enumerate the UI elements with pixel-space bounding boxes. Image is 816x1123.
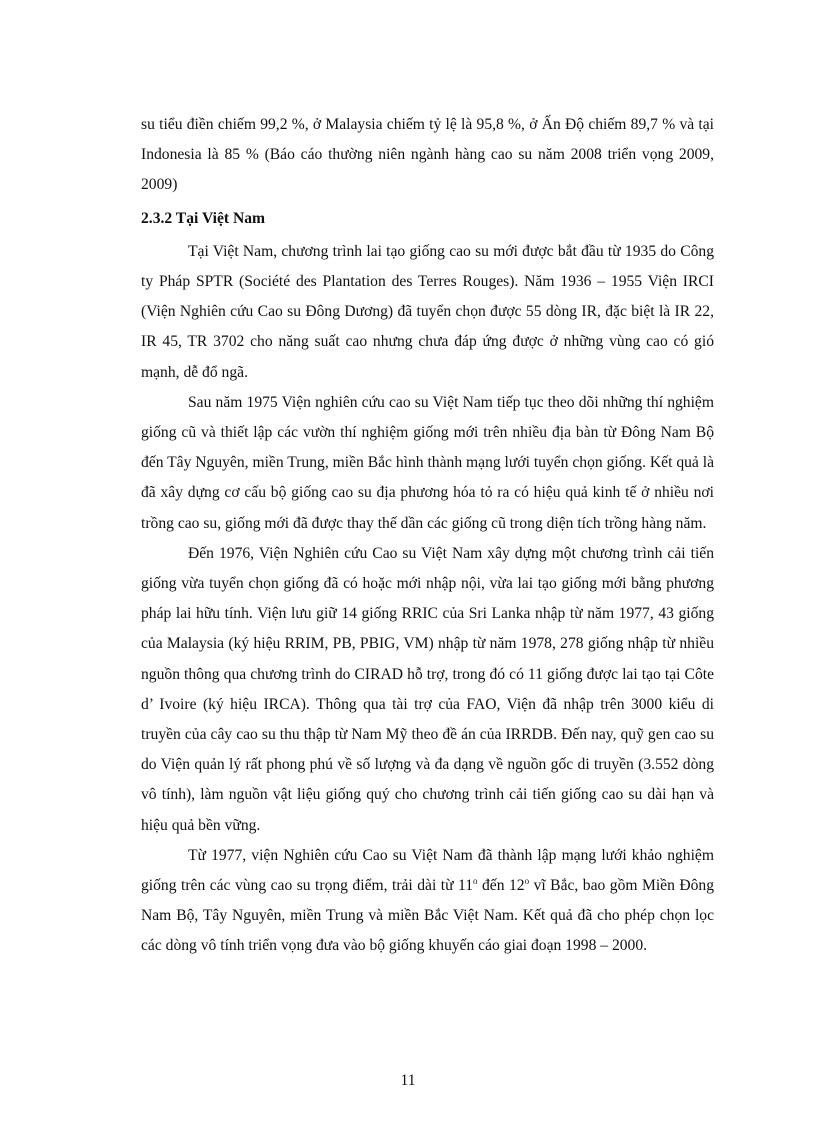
paragraph-from-1976: Đến 1976, Viện Nghiên cứu Cao su Việt Nam xây dựng một chương trình cải tiến giống vừa tuyển chọn giống đã có hoặc mới nhập nội, vừa lai tạo giống mới bằng phương pháp lai hữu tính. Viện lưu giữ 14 giống RRIC của Sri Lanka nhập từ năm 1977, 43 giống của Malaysia (ký hiệu RRIM, PB, PBIG, VM) nhập từ năm 1978, 278 giống nhập từ nhiều nguồn thông qua chương trình do CIRAD hỗ trợ, trong đó có 11 giống được lai tạo tại Côte d’ Ivoire (ký hiệu IRCA). Thông qua tài trợ của FAO, Viện đã nhập trên 3000 kiểu di truyền của cây cao su thu thập từ Nam Mỹ theo đề án của IRRDB. Đến nay, quỹ gen cao su do Viện quản lý rất phong phú về số lượng và đa dạng về nguồn gốc di truyền (3.552 dòng vô tính), làm nguồn vật liệu giống quý cho chương trình cải tiến giống cao su dài hạn và hiệu quả bền vững. [141,544,714,834]
page-content [141,110,714,962]
degree-superscript-1: o [473,876,478,887]
paragraph-from-1977-text-1: Từ 1977, viện Nghiên cứu Cao su Việt Nam đã thành lập mạng lưới khảo nghiệm giống trên các vùng cao su trọng điểm, trải dài từ 11 [141,846,714,895]
paragraph-from-1977-text-3: vĩ Bắc, bao gồm Miền Đông Nam Bộ, Tây Nguyên, miền Trung và miền Bắc Việt Nam. Kết quả đã cho phép chọn lọc các dòng vô tính triển vọng đưa vào bộ giống khuyến cáo giai đoạn 1998 – 2000. [141,877,715,955]
paragraph-from-1977-text-2: đến 12 [477,877,525,895]
paragraph-intro-continuation: su tiểu điền chiếm 99,2 %, ở Malaysia chiếm tỷ lệ là 95,8 %, ở Ấn Độ chiếm 89,7 % và tại Indonesia là 85 % (Báo cáo thường niên ngành hàng cao su năm 2008 triển vọng 2009, 2009) [141,116,714,194]
section-heading: 2.3.2 Tại Việt Nam [141,209,266,227]
paragraph-breeding-history: Tại Việt Nam, chương trình lai tạo giống cao su mới được bắt đầu từ 1935 do Công ty Pháp SPTR (Société des Plantation des Terres Rouges). Năm 1936 – 1955 Viện IRCI (Viện Nghiên cứu Cao su Đông Dương) đã tuyển chọn được 55 dòng IR, đặc biệt là IR 22, IR 45, TR 3702 cho năng suất cao nhưng chưa đáp ứng được ở những vùng cao có gió mạnh, dễ đổ ngã. [141,242,714,381]
paragraph-from-1977 [141,841,714,962]
page-number: 11 [400,1072,416,1089]
degree-superscript-2: o [524,876,530,887]
paragraph-after-1975: Sau năm 1975 Viện nghiên cứu cao su Việt Nam tiếp tục theo dõi những thí nghiệm giống cũ và thiết lập các vườn thí nghiệm giống mới trên nhiều địa bàn từ Đông Nam Bộ đến Tây Nguyên, miền Trung, miền Bắc hình thành mạng lưới tuyển chọn giống. Kết quả là đã xây dựng cơ cấu bộ giống cao su địa phương hóa tỏ ra có hiệu quả kinh tế ở nhiều nơi trồng cao su, giống mới đã được thay thế dần các giống cũ trong diện tích trồng hàng năm. [141,393,714,532]
